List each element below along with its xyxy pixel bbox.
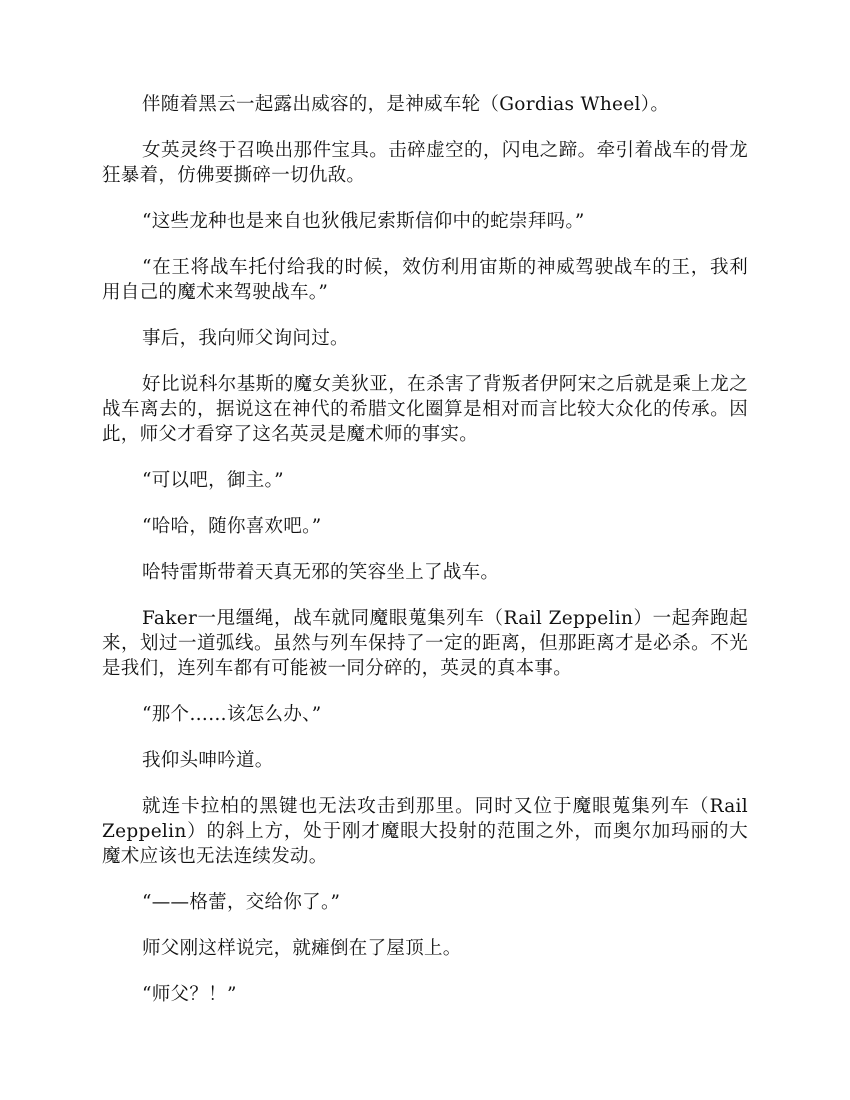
paragraph: “师父？！” bbox=[142, 984, 237, 1005]
paragraph: 师父刚这样说完，就瘫倒在了屋顶上。 bbox=[142, 938, 462, 959]
document-page bbox=[102, 92, 748, 1028]
paragraph: “可以吧，御主。” bbox=[142, 470, 284, 491]
paragraph: “——格蕾，交给你了。” bbox=[142, 892, 341, 913]
paragraph: “在王将战车托付给我的时候，效仿利用宙斯的神威驾驶战车的王，我利用自己的魔术来驾驶战车。” bbox=[102, 257, 748, 303]
paragraph: 好比说科尔基斯的魔女美狄亚，在杀害了背叛者伊阿宋之后就是乘上龙之战车离去的，据说这在神代的希腊文化圈算是相对而言比较大众化的传承。因此，师父才看穿了这名英灵是魔术师的事实。 bbox=[102, 374, 748, 445]
paragraph: 我仰头呻吟道。 bbox=[142, 750, 274, 771]
paragraph: Faker一甩缰绳，战车就同魔眼蒐集列车（Rail Zeppelin）一起奔跑起来，划过一道弧线。虽然与列车保持了一定的距离，但那距离才是必杀。不光是我们，连列车都有可能被一同分碎的，英灵的真本事。 bbox=[102, 608, 748, 679]
paragraph: 哈特雷斯带着天真无邪的笑容坐上了战车。 bbox=[142, 562, 500, 583]
paragraph: 女英灵终于召唤出那件宝具。击碎虚空的，闪电之蹄。牵引着战车的骨龙狂暴着，仿佛要撕碎一切仇敌。 bbox=[102, 140, 748, 186]
paragraph: 就连卡拉柏的黑键也无法攻击到那里。同时又位于魔眼蒐集列车（Rail Zeppelin）的斜上方，处于刚才魔眼大投射的范围之外，而奥尔加玛丽的大魔术应该也无法连续发动。 bbox=[102, 796, 748, 867]
paragraph: “这些龙种也是来自也狄俄尼索斯信仰中的蛇崇拜吗。” bbox=[142, 211, 585, 232]
paragraph: 伴随着黑云一起露出威容的，是神威车轮（Gordias Wheel）。 bbox=[142, 94, 670, 115]
paragraph: “哈哈，随你喜欢吧。” bbox=[142, 516, 322, 537]
paragraph: “那个……该怎么办、” bbox=[142, 704, 322, 725]
paragraph: 事后，我向师父询问过。 bbox=[142, 328, 349, 349]
